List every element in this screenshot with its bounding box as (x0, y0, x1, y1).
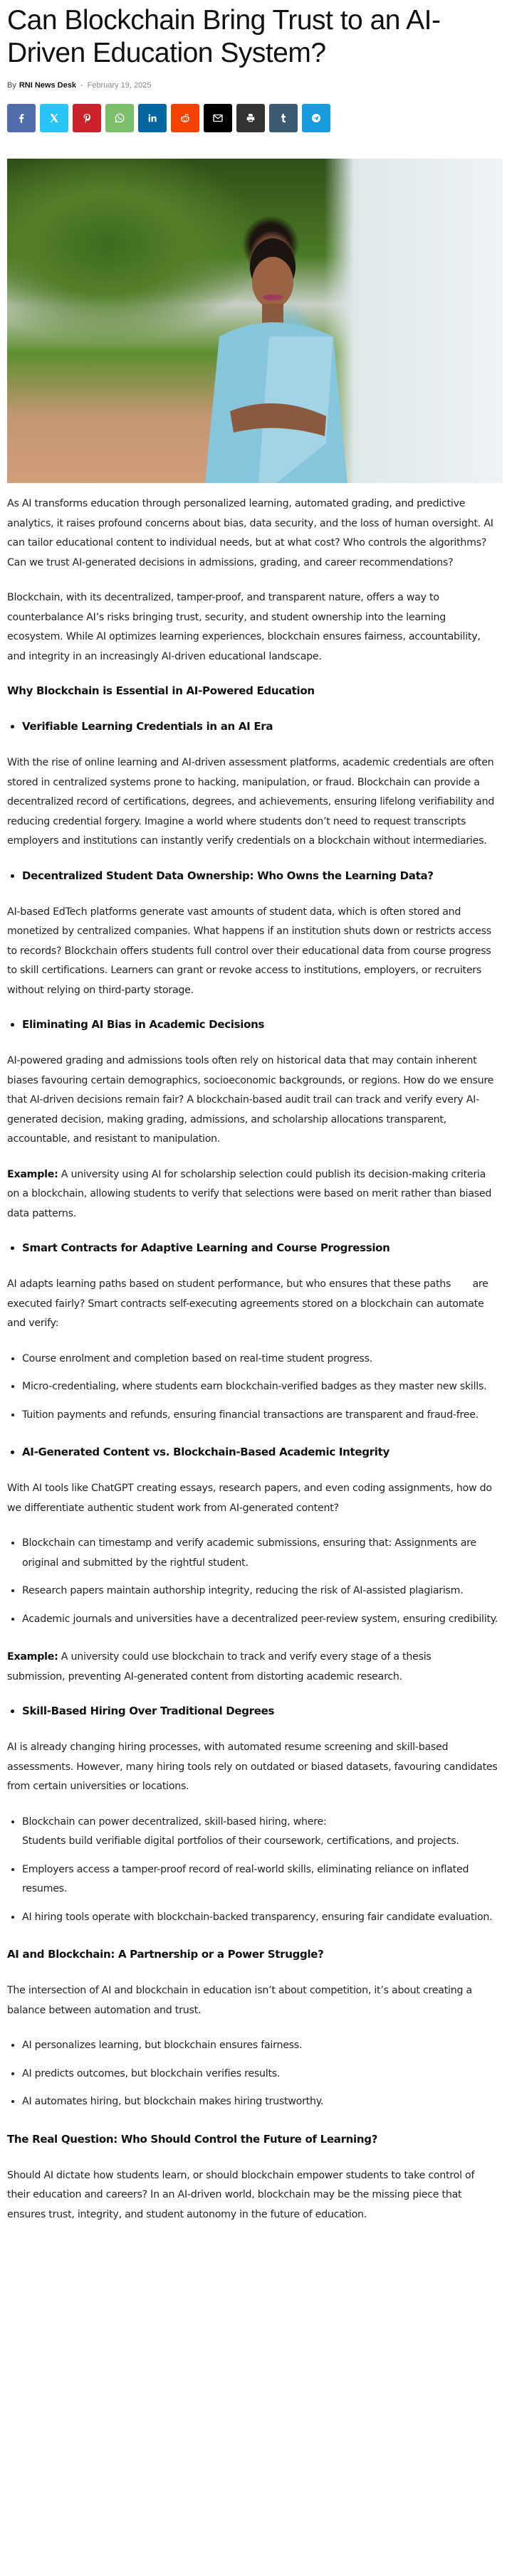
heading-partnership: AI and Blockchain: A Partnership or a Power Struggle? (7, 1948, 324, 1961)
article (0, 4, 507, 2225)
byline (7, 80, 500, 91)
section-2-paragraph: AI-based EdTech platforms generate vast amounts of student data, which is often stored and monetized by centralized companies. What happens if an institution shuts down or restricts access to records? Blockchain offers students full control over their educational data from course progress to skill certifications. Learners can grant or revoke access to institutions, employers, or recruiters without relying on third-party storage. (7, 906, 491, 996)
section-6-paragraph: AI is already changing hiring processes, with automated resume screening and skill-based assessments. However, many hiring tools rely on outdated or biased datasets, favouring candidates from certain universities or locations. (7, 1742, 498, 1792)
list-item: • AI hiring tools operate with blockchain-backed transparency, ensuring fair candidate evaluation. (22, 1908, 500, 1928)
share-linkedin-button[interactable] (138, 104, 167, 132)
example-text: A university using AI for scholarship selection could publish its decision-making criteria on a blockchain, allowing students to verify that selections were based on merit rather than biased data patterns. (7, 1168, 492, 1219)
section-4-list (7, 1350, 500, 1426)
section-5-title: • AI-Generated Content vs. Blockchain-Based Academic Integrity (22, 1443, 500, 1461)
list-item: • Tuition payments and refunds, ensuring financial transactions are transparent and fraud-free. (22, 1406, 500, 1426)
section-4-text-a: AI adapts learning paths based on student performance, but who ensures that these paths (7, 1278, 451, 1290)
share-bar (7, 104, 500, 132)
section-2-title: • Decentralized Student Data Ownership: Who Owns the Learning Data? (22, 867, 500, 884)
reddit-icon (179, 112, 192, 124)
section-4-paragraph (7, 1275, 500, 1334)
publish-date: February 19, 2025 (87, 81, 152, 90)
list-item: • Micro-credentialing, where students earn blockchain-verified badges as they master new skills. (22, 1377, 500, 1397)
share-email-button[interactable] (204, 104, 232, 132)
section-6-heading (7, 1702, 500, 1719)
partnership-paragraph: The intersection of AI and blockchain in education isn’t about competition, it’s about creating a balance between automation and trust. (7, 1985, 472, 2016)
conclusion-paragraph: Should AI dictate how students learn, or should blockchain empower students to take control of their education and careers? In an AI-driven world, blockchain may be the missing piece that ensures trust, integrity, and student autonomy in the future of education. (7, 2169, 475, 2220)
section-5-heading (7, 1443, 500, 1461)
list-item: • AI personalizes learning, but blockchain ensures fairness. (22, 2036, 500, 2056)
mail-icon (211, 112, 224, 124)
example-label: Example: (7, 1168, 58, 1180)
section-3-title: • Eliminating AI Bias in Academic Decisions (22, 1016, 500, 1033)
section-6-title: • Skill-Based Hiring Over Traditional Degrees (22, 1702, 500, 1719)
linkedin-icon (146, 112, 159, 124)
list-item: • AI automates hiring, but blockchain makes hiring trustworthy. (22, 2092, 500, 2112)
pinterest-icon (80, 112, 93, 124)
share-facebook-button[interactable] (7, 104, 36, 132)
section-5-paragraph: With AI tools like ChatGPT creating essays, research papers, and even coding assignments, how do we differentiate authentic student work from AI-generated content? (7, 1483, 492, 1514)
section-4-text-b: are executed fairly? Smart contracts self-executing agreements stored on a blockchain can automate and verify: (7, 1278, 488, 1329)
section-1-paragraph: With the rise of online learning and AI-driven assessment platforms, academic credentials are often stored in centralized systems prone to hacking, manipulation, or fraud. Blockchain can provide a decentralized record of certifications, degrees, and achievements, ensuring lifelong verifiability and reducing credential forgery. Imagine a world where students don’t need to request transcripts employers and institutions can instantly verify credentials on a blockchain without intermediaries. (7, 757, 495, 847)
byline-by: By (7, 81, 16, 90)
example-text-b: submission, preventing AI-generated content from distorting academic research. (7, 1670, 402, 1682)
section-3-example (7, 1165, 500, 1224)
heading-why-blockchain: Why Blockchain is Essential in AI-Powered Education (7, 684, 315, 697)
list-item: • Research papers maintain authorship integrity, reducing the risk of AI-assisted plagiarism. (22, 1581, 500, 1601)
list-item: • Blockchain can timestamp and verify academic submissions, ensuring that: Assignments are original and submitted by the rightful student. (22, 1534, 500, 1573)
section-3-paragraph: AI-powered grading and admissions tools often rely on historical data that may contain inherent biases favouring certain demographics, socioeconomic backgrounds, or regions. How do we ensure that AI-driven decisions remain fair? A blockchain-based audit trail can track and verify every AI-generated decision, making grading, admissions, and scholarship allocations transparent, accountable, and resistant to manipulation. (7, 1055, 494, 1145)
whatsapp-icon (113, 112, 126, 124)
article-title: Can Blockchain Bring Trust to an AI-Driven Education System? (7, 5, 441, 68)
section-3-heading (7, 1016, 500, 1033)
article-body (7, 494, 500, 2225)
intro-paragraph-2: Blockchain, with its decentralized, tamper-proof, and transparent nature, offers a way to counterbalance AI’s risks bringing trust, security, and student ownership into the learning ecosystem. While AI optimizes learning experiences, blockchain ensures fairness, accountability, and integrity in an increasingly AI-driven educational landscape. (7, 592, 481, 662)
section-1-title: • Verifiable Learning Credentials in an AI Era (22, 718, 500, 735)
share-pinterest-button[interactable] (73, 104, 101, 132)
share-print-button[interactable] (236, 104, 265, 132)
section-1-heading (7, 718, 500, 735)
list-item: • Course enrolment and completion based on real-time student progress. (22, 1350, 500, 1369)
section-2-heading (7, 867, 500, 884)
share-telegram-button[interactable] (302, 104, 330, 132)
list-item: • Blockchain can power decentralized, skill-based hiring, where: Students build verifiable digital portfolios of their coursework, certifications, and projects. (22, 1813, 500, 1852)
byline-separator: - (80, 81, 83, 90)
section-5-list (7, 1534, 500, 1629)
intro-paragraph-1: As AI transforms education through personalized learning, automated grading, and predictive analytics, it raises profound concerns about bias, data security, and the loss of human oversight. AI can tailor educational content to individual needs, but at what cost? Who controls the algorithms? Can we trust AI-generated decisions in admissions, grading, and career recommendations? (7, 498, 493, 568)
list-item: • Academic journals and universities have a decentralized peer-review system, ensuring credibility. (22, 1610, 500, 1630)
heading-real-question: The Real Question: Who Should Control the Future of Learning? (7, 2132, 378, 2146)
section-6-list (7, 1813, 500, 1928)
share-tumblr-button[interactable] (269, 104, 298, 132)
telegram-icon (310, 112, 323, 124)
x-icon (48, 112, 61, 124)
author-link[interactable]: RNI News Desk (19, 81, 76, 90)
facebook-icon (15, 112, 28, 124)
partnership-list (7, 2036, 500, 2112)
share-reddit-button[interactable] (171, 104, 199, 132)
list-item: • AI predicts outcomes, but blockchain verifies results. (22, 2064, 500, 2084)
print-icon (244, 112, 257, 124)
list-item: • Employers access a tamper-proof record of real-world skills, eliminating reliance on inflated resumes. (22, 1860, 500, 1899)
section-4-title: • Smart Contracts for Adaptive Learning and Course Progression (22, 1239, 500, 1256)
tumblr-icon (277, 112, 290, 124)
share-whatsapp-button[interactable] (105, 104, 134, 132)
example-label: Example: (7, 1651, 58, 1663)
example-text-a: A university could use blockchain to track and verify every stage of a thesis (58, 1651, 432, 1663)
section-4-heading (7, 1239, 500, 1256)
section-5-example (7, 1648, 500, 1687)
hero-image (7, 159, 503, 483)
share-x-button[interactable] (40, 104, 68, 132)
hero-person-figure (191, 230, 362, 483)
